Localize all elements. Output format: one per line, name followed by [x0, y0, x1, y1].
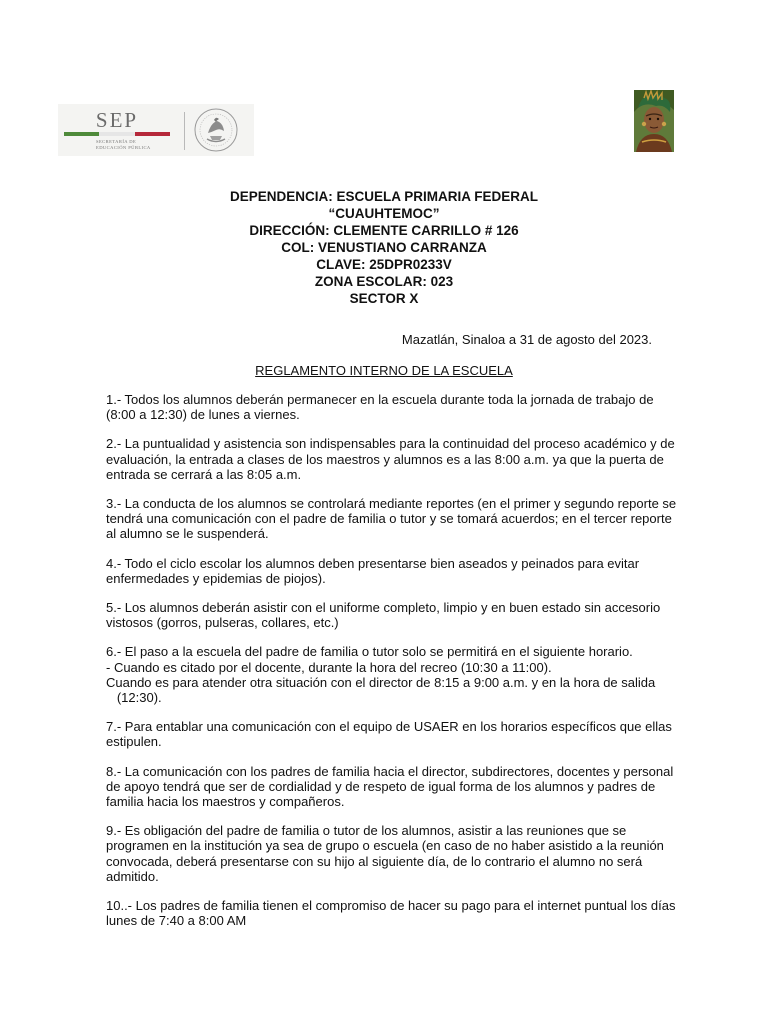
rule-item-7 — [106, 719, 672, 750]
heading-line-sector: SECTOR X — [349, 291, 419, 306]
rule-item-10 — [106, 898, 676, 929]
rule-line: convocada, deberá presentarse con su hijo al siguiente día, de lo contrario el alumno no será — [106, 853, 643, 869]
heading-line-direccion: DIRECCIÓN: CLEMENTE CARRILLO # 126 — [249, 223, 519, 238]
rule-line: 2.- La puntualidad y asistencia son indispensables para la continuidad del proceso académico y de — [106, 436, 675, 452]
rule-line: (12:30). — [106, 690, 162, 706]
rule-line: al alumno se le suspenderá. — [106, 526, 269, 542]
rule-item-2 — [106, 436, 675, 482]
rule-line: 6.- El paso a la escuela del padre de familia o tutor solo se permitirá en el siguiente horario. — [106, 644, 633, 660]
logo-divider — [184, 112, 185, 150]
rule-line: entrada se cerrará a las 8:05 a.m. — [106, 466, 302, 482]
rule-item-3 — [106, 496, 677, 542]
rule-item-9 — [106, 823, 666, 884]
sep-flag-stripes — [64, 132, 170, 136]
rule-item-6 — [106, 644, 666, 705]
sep-logo — [58, 104, 254, 156]
rule-line: 3.- La conducta de los alumnos se controlará mediante reportes (en el primer y segundo reporte se — [106, 496, 677, 512]
rule-line: - Cuando es citado por el docente, durante la hora del recreo (10:30 a 11:00). — [106, 659, 552, 675]
rule-line: 8.- La comunicación con los padres de familia hacia el director, subdirectores, docentes y personal — [106, 763, 674, 779]
heading-line-dependencia: DEPENDENCIA: ESCUELA PRIMARIA FEDERAL — [229, 189, 538, 204]
date-line: Mazatlán, Sinaloa a 31 de agosto del 2023. — [401, 332, 652, 347]
cuauhtemoc-portrait — [634, 90, 674, 152]
rule-line: lunes de 7:40 a 8:00 AM — [106, 913, 247, 929]
rule-line: (8:00 a 12:30) de lunes a viernes. — [106, 407, 300, 423]
rule-line: 7.- Para entablar una comunicación con el equipo de USAER en los horarios específicos que ellas — [106, 719, 672, 735]
rule-line: vistosos (gorros, pulseras, collares, etc.) — [106, 615, 339, 631]
rule-item-1 — [106, 392, 666, 422]
rule-line: 1.- Todos los alumnos deberán permanecer en la escuela durante toda la jornada de trabajo de — [106, 392, 654, 407]
sep-logo-subtitle: SECRETARÍA DE EDUCACIÓN PÚBLICA — [96, 139, 151, 150]
heading-line-clave: CLAVE: 25DPR0233V — [316, 257, 452, 272]
rule-line: de apoyo tendrá que ser de cordialidad y de respeto de igual forma de los alumnos y padres de — [106, 778, 656, 794]
rules-list — [106, 392, 677, 942]
document-title: REGLAMENTO INTERNO DE LA ESCUELA — [255, 363, 513, 378]
rule-line: 10..- Los padres de familia tienen el compromiso de hacer su pago para el internet puntual los días — [106, 898, 676, 914]
rule-line: estipulen. — [106, 734, 162, 750]
rule-item-8 — [106, 763, 674, 810]
rule-line: admitido. — [106, 868, 159, 884]
rule-item-5 — [106, 600, 666, 630]
heading-line-zona: ZONA ESCOLAR: 023 — [314, 274, 454, 289]
rule-line: 4.- Todo el ciclo escolar los alumnos deben presentarse bien aseados y peinados para evitar — [106, 555, 640, 571]
sep-logo-word: SEP — [95, 108, 139, 132]
rule-line: 5.- Los alumnos deberán asistir con el uniforme completo, limpio y en buen estado sin accesorio — [106, 600, 661, 616]
rule-line: Cuando es para atender otra situación con el director de 8:15 a 9:00 a.m. y en la hora de salida — [106, 674, 656, 690]
heading-line-colonia: COL: VENUSTIANO CARRANZA — [281, 240, 487, 255]
rule-line: tendrá una comunicación con el padre de familia o tutor y se tomará acuerdos; en el tercer reporte — [106, 511, 672, 527]
rule-item-4 — [106, 556, 666, 586]
rule-line: programen en la institución ya sea de grupo o escuela (en caso de no haber asistido a la reunión — [106, 838, 664, 854]
rule-line: familia hacia los maestros y compañeros. — [106, 794, 345, 810]
national-emblem-icon — [192, 106, 240, 154]
rule-line: evaluación, la entrada a clases de los maestros y alumnos es a las 8:00 a.m. ya que la puerta de — [106, 451, 664, 467]
heading-line-school-name: “CUAUHTEMOC” — [328, 206, 440, 221]
rule-line: 9.- Es obligación del padre de familia o tutor de los alumnos, asistir a las reuniones que se — [106, 823, 627, 839]
rule-line: enfermedades y epidemias de piojos). — [106, 570, 326, 586]
institution-heading — [0, 188, 768, 307]
